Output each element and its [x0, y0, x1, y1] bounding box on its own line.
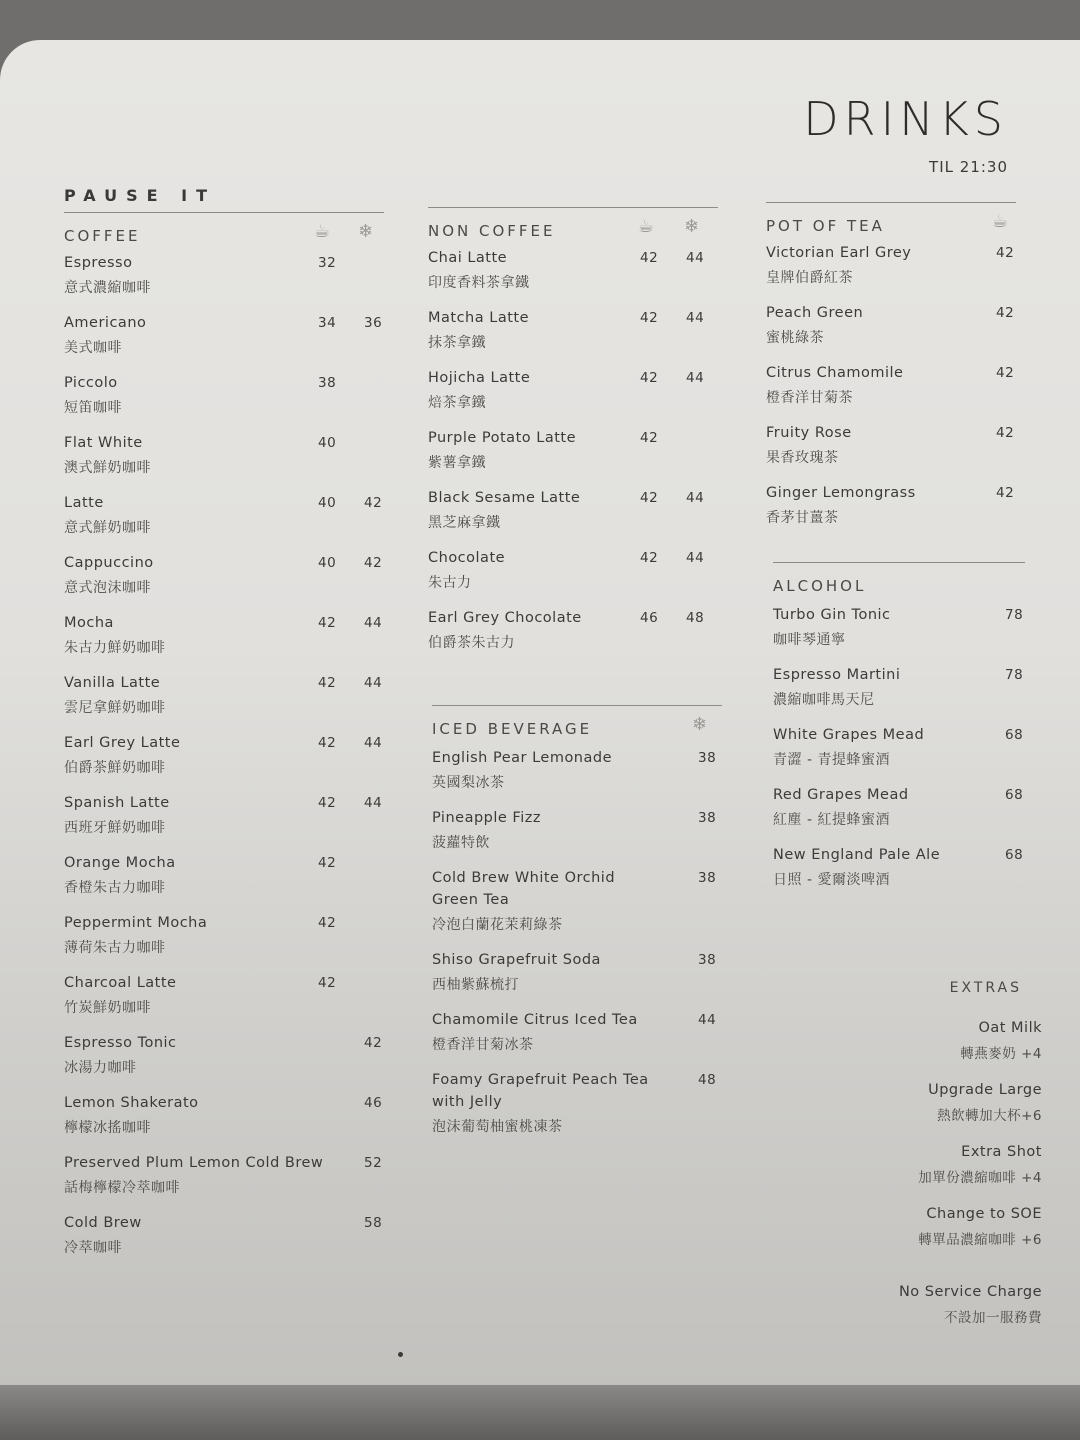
- menu-item: [64, 1155, 384, 1197]
- snowflake-icon: ❄: [358, 221, 377, 242]
- non-coffee-list: [428, 250, 718, 652]
- non-coffee-section: [428, 207, 718, 652]
- menu-item: [773, 667, 1025, 709]
- snowflake-icon: ❄: [692, 714, 711, 735]
- menu-item: [428, 250, 718, 292]
- item-name: Cold Brew: [64, 1215, 142, 1231]
- extra-detail: 加單份濃縮咖啡 +4: [918, 1170, 1042, 1186]
- item-name: Orange Mocha: [64, 855, 176, 871]
- item-name-chinese: 雲尼拿鮮奶咖啡: [64, 700, 166, 716]
- item-name-chinese: 竹炭鮮奶咖啡: [64, 1000, 151, 1016]
- item-name-chinese: 英國梨冰茶: [432, 775, 505, 791]
- menu-item: [64, 375, 384, 417]
- item-name: Hojicha Latte: [428, 370, 531, 386]
- extras-list: [782, 1020, 1042, 1326]
- item-name-chinese: 意式濃縮咖啡: [64, 280, 151, 296]
- item-name-chinese: 冷泡白蘭花茉莉綠茶: [432, 917, 563, 933]
- item-name-chinese: 薄荷朱古力咖啡: [64, 940, 166, 956]
- hot-price: 42: [318, 855, 337, 871]
- extra-item: [782, 1284, 1042, 1326]
- iced-beverage-list: [432, 750, 722, 1136]
- extra-item: [782, 1206, 1042, 1248]
- item-name-chinese: 伯爵茶朱古力: [428, 635, 515, 651]
- item-name-chinese: 咖啡琴通寧: [773, 632, 846, 648]
- item-name-chinese: 泡沫葡萄柚蜜桃凍茶: [432, 1119, 563, 1135]
- section-header: [428, 208, 718, 248]
- menu-item: [428, 550, 718, 592]
- item-name-chinese: 印度香料茶拿鐵: [428, 275, 530, 291]
- iced-price: 42: [364, 1035, 383, 1051]
- menu-item: [428, 430, 718, 472]
- menu-item: [428, 370, 718, 412]
- item-name: Cold Brew White Orchid: [432, 870, 616, 886]
- item-name: Victorian Earl Grey: [766, 245, 912, 261]
- price: 78: [1005, 607, 1024, 623]
- coffee-section: [64, 212, 384, 1257]
- hot-price: 42: [640, 490, 659, 506]
- iced-price: 44: [686, 310, 705, 326]
- section-title: POT OF TEA: [766, 217, 885, 235]
- iced-price: 42: [364, 555, 383, 571]
- menu-item: [64, 795, 384, 837]
- steaming-cup-icon: ☕: [638, 216, 658, 237]
- hot-price: 40: [318, 555, 337, 571]
- item-name: Espresso Martini: [773, 667, 901, 683]
- price: 38: [698, 870, 717, 886]
- item-name-chinese: 伯爵茶鮮奶咖啡: [64, 760, 166, 776]
- menu-hours: TIL 21:30: [929, 158, 1008, 176]
- hot-price: 34: [318, 315, 337, 331]
- hot-price: 38: [318, 375, 337, 391]
- item-name: Ginger Lemongrass: [766, 485, 916, 501]
- item-name: Peppermint Mocha: [64, 915, 208, 931]
- section-header: [64, 213, 384, 253]
- menu-item: [64, 555, 384, 597]
- item-name-chinese: 紅塵 - 紅提蜂蜜酒: [773, 812, 890, 828]
- item-name: Turbo Gin Tonic: [773, 607, 891, 623]
- menu-item: [64, 435, 384, 477]
- section-title: COFFEE: [64, 227, 141, 245]
- menu-item: [64, 615, 384, 657]
- item-name: Charcoal Latte: [64, 975, 177, 991]
- item-name: Peach Green: [766, 305, 864, 321]
- table-surface: [0, 1385, 1080, 1440]
- price: 44: [698, 1012, 717, 1028]
- item-name: Flat White: [64, 435, 143, 451]
- item-name-chinese: 抹茶拿鐵: [428, 335, 486, 351]
- menu-item: [432, 952, 722, 994]
- item-name-chinese: 青澀 - 青提蜂蜜酒: [773, 752, 890, 768]
- item-name-chinese: 香橙朱古力咖啡: [64, 880, 166, 896]
- iced-price: 44: [364, 735, 383, 751]
- item-name-chinese: 蜜桃綠茶: [766, 330, 824, 346]
- extra-name: Upgrade Large: [928, 1082, 1042, 1098]
- item-name-chinese: 檸檬冰搖咖啡: [64, 1120, 151, 1136]
- item-name-chinese: 冰湯力咖啡: [64, 1060, 137, 1076]
- hot-price: 42: [318, 615, 337, 631]
- item-name-chinese: 日照 - 愛爾淡啤酒: [773, 872, 890, 888]
- page-dot: [398, 1352, 403, 1357]
- price: 42: [996, 245, 1015, 261]
- item-name: Mocha: [64, 615, 114, 631]
- pot-of-tea-list: [766, 245, 1016, 527]
- extra-detail: 不設加一服務費: [944, 1310, 1042, 1326]
- menu-item: [432, 1012, 722, 1054]
- item-name: Fruity Rose: [766, 425, 852, 441]
- item-name-chinese: 黑芝麻拿鐵: [428, 515, 501, 531]
- menu-item: [64, 1215, 384, 1257]
- iced-price: 48: [686, 610, 705, 626]
- price: 42: [996, 305, 1015, 321]
- price: 38: [698, 952, 717, 968]
- price: 42: [996, 485, 1015, 501]
- alcohol-section: [773, 562, 1025, 889]
- menu-item: [432, 1072, 722, 1136]
- item-name-chinese: 焙茶拿鐵: [428, 395, 486, 411]
- item-name: Black Sesame Latte: [428, 490, 581, 506]
- iced-price: 58: [364, 1215, 383, 1231]
- iced-price: 44: [686, 550, 705, 566]
- price: 42: [996, 365, 1015, 381]
- iced-price: 52: [364, 1155, 383, 1171]
- section-title: EXTRAS: [949, 980, 1022, 996]
- menu-item: [64, 495, 384, 537]
- item-name: Latte: [64, 495, 104, 511]
- price: 42: [996, 425, 1015, 441]
- hot-price: 42: [318, 735, 337, 751]
- extras-section: [782, 980, 1042, 1346]
- section-title: NON COFFEE: [428, 222, 556, 240]
- item-name-chinese: 皇牌伯爵紅茶: [766, 270, 853, 286]
- item-name: Piccolo: [64, 375, 118, 391]
- hot-price: 40: [318, 495, 337, 511]
- menu-item: [766, 365, 1016, 407]
- item-name: Citrus Chamomile: [766, 365, 904, 381]
- section-header: [766, 203, 1016, 243]
- hot-price: 42: [318, 915, 337, 931]
- item-name: Preserved Plum Lemon Cold Brew: [64, 1155, 324, 1171]
- item-name: Earl Grey Latte: [64, 735, 181, 751]
- item-name-chinese: 西班牙鮮奶咖啡: [64, 820, 166, 836]
- item-name: Spanish Latte: [64, 795, 170, 811]
- iced-price: 46: [364, 1095, 383, 1111]
- price: 68: [1005, 727, 1024, 743]
- item-name: Shiso Grapefruit Soda: [432, 952, 601, 968]
- item-name: Purple Potato Latte: [428, 430, 576, 446]
- item-name-chinese: 短笛咖啡: [64, 400, 122, 416]
- item-name: New England Pale Ale: [773, 847, 941, 863]
- item-name-chinese: 澳式鮮奶咖啡: [64, 460, 151, 476]
- iced-price: 44: [364, 675, 383, 691]
- snowflake-icon: ❄: [684, 216, 703, 237]
- hot-price: 42: [640, 370, 659, 386]
- coffee-list: [64, 255, 384, 1257]
- item-name: Matcha Latte: [428, 310, 529, 326]
- iced-price: 36: [364, 315, 383, 331]
- item-name-line2: with Jelly: [432, 1094, 503, 1110]
- menu-item: [64, 1095, 384, 1137]
- hot-price: 32: [318, 255, 337, 271]
- item-name-chinese: 菠蘿特飲: [432, 835, 490, 851]
- menu-item: [64, 315, 384, 357]
- item-name: Espresso: [64, 255, 133, 271]
- extra-name: Extra Shot: [961, 1144, 1042, 1160]
- iced-price: 44: [686, 490, 705, 506]
- hot-price: 42: [640, 430, 659, 446]
- item-name-chinese: 果香玫瑰茶: [766, 450, 839, 466]
- menu-item: [64, 855, 384, 897]
- alcohol-list: [773, 607, 1025, 889]
- item-name: English Pear Lemonade: [432, 750, 613, 766]
- item-name: Foamy Grapefruit Peach Tea: [432, 1072, 649, 1088]
- item-name: Red Grapes Mead: [773, 787, 909, 803]
- item-name-chinese: 朱古力鮮奶咖啡: [64, 640, 166, 656]
- extra-item: [782, 1082, 1042, 1124]
- price: 38: [698, 810, 717, 826]
- section-header: [432, 706, 722, 746]
- menu-item: [432, 870, 722, 934]
- steaming-cup-icon: ☕: [314, 221, 334, 242]
- item-name-chinese: 朱古力: [428, 575, 472, 591]
- menu-item: [428, 610, 718, 652]
- menu-item: [766, 245, 1016, 287]
- extra-item: [782, 1020, 1042, 1062]
- iced-price: 42: [364, 495, 383, 511]
- item-name: White Grapes Mead: [773, 727, 925, 743]
- brand-name: PAUSE IT: [64, 186, 217, 205]
- pot-of-tea-section: [766, 202, 1016, 527]
- menu-item: [766, 425, 1016, 467]
- price: 68: [1005, 847, 1024, 863]
- extra-detail: 熱飲轉加大杯+6: [937, 1108, 1042, 1124]
- item-name-chinese: 濃縮咖啡馬天尼: [773, 692, 875, 708]
- item-name: Lemon Shakerato: [64, 1095, 199, 1111]
- hot-price: 42: [318, 675, 337, 691]
- menu-item: [773, 607, 1025, 649]
- menu-item: [773, 847, 1025, 889]
- menu-item: [64, 675, 384, 717]
- extra-name: No Service Charge: [898, 1284, 1042, 1300]
- item-name: Chocolate: [428, 550, 506, 566]
- iced-price: 44: [686, 370, 705, 386]
- menu-item: [766, 305, 1016, 347]
- menu-item: [428, 310, 718, 352]
- menu-item: [64, 1035, 384, 1077]
- item-name: Chamomile Citrus Iced Tea: [432, 1012, 638, 1028]
- price: 78: [1005, 667, 1024, 683]
- item-name: Chai Latte: [428, 250, 508, 266]
- item-name-chinese: 意式泡沫咖啡: [64, 580, 151, 596]
- item-name: Cappuccino: [64, 555, 154, 571]
- hot-price: 42: [640, 550, 659, 566]
- price: 38: [698, 750, 717, 766]
- menu-item: [766, 485, 1016, 527]
- menu-item: [773, 787, 1025, 829]
- menu-item: [773, 727, 1025, 769]
- hot-price: 42: [318, 795, 337, 811]
- hot-price: 42: [318, 975, 337, 991]
- item-name-chinese: 冷萃咖啡: [64, 1240, 122, 1256]
- item-name: Earl Grey Chocolate: [428, 610, 582, 626]
- hot-price: 40: [318, 435, 337, 451]
- menu-item: [432, 750, 722, 792]
- section-title: ALCOHOL: [773, 577, 867, 595]
- item-name-chinese: 話梅檸檬冷萃咖啡: [64, 1180, 180, 1196]
- item-name: Espresso Tonic: [64, 1035, 177, 1051]
- iced-price: 44: [686, 250, 705, 266]
- item-name-chinese: 西柚紫蘇梳打: [432, 977, 519, 993]
- item-name-chinese: 香茅甘薑茶: [766, 510, 839, 526]
- extra-detail: 轉單品濃縮咖啡 +6: [918, 1232, 1042, 1248]
- extra-name: Change to SOE: [926, 1206, 1042, 1222]
- price: 68: [1005, 787, 1024, 803]
- item-name: Americano: [64, 315, 147, 331]
- item-name-chinese: 意式鮮奶咖啡: [64, 520, 151, 536]
- menu-title: DRINKS: [803, 92, 1008, 146]
- item-name-chinese: 橙香洋甘菊茶: [766, 390, 853, 406]
- item-name: Vanilla Latte: [64, 675, 161, 691]
- section-header: [773, 563, 1025, 603]
- price: 48: [698, 1072, 717, 1088]
- item-name-chinese: 橙香洋甘菊冰茶: [432, 1037, 534, 1053]
- menu-item: [428, 490, 718, 532]
- item-name: Pineapple Fizz: [432, 810, 541, 826]
- section-title: ICED BEVERAGE: [432, 720, 593, 738]
- extra-detail: 轉燕麥奶 +4: [960, 1046, 1042, 1062]
- item-name-line2: Green Tea: [432, 892, 510, 908]
- hot-price: 42: [640, 310, 659, 326]
- hot-price: 46: [640, 610, 659, 626]
- extra-name: Oat Milk: [978, 1020, 1042, 1036]
- item-name-chinese: 美式咖啡: [64, 340, 122, 356]
- extra-item: [782, 1144, 1042, 1186]
- iced-price: 44: [364, 615, 383, 631]
- menu-item: [64, 975, 384, 1017]
- menu-item: [64, 735, 384, 777]
- iced-beverage-section: [432, 705, 722, 1136]
- menu-item: [64, 255, 384, 297]
- iced-price: 44: [364, 795, 383, 811]
- item-name-chinese: 紫薯拿鐵: [428, 455, 486, 471]
- menu-item: [64, 915, 384, 957]
- hot-price: 42: [640, 250, 659, 266]
- menu-item: [432, 810, 722, 852]
- steaming-cup-icon: ☕: [992, 211, 1012, 232]
